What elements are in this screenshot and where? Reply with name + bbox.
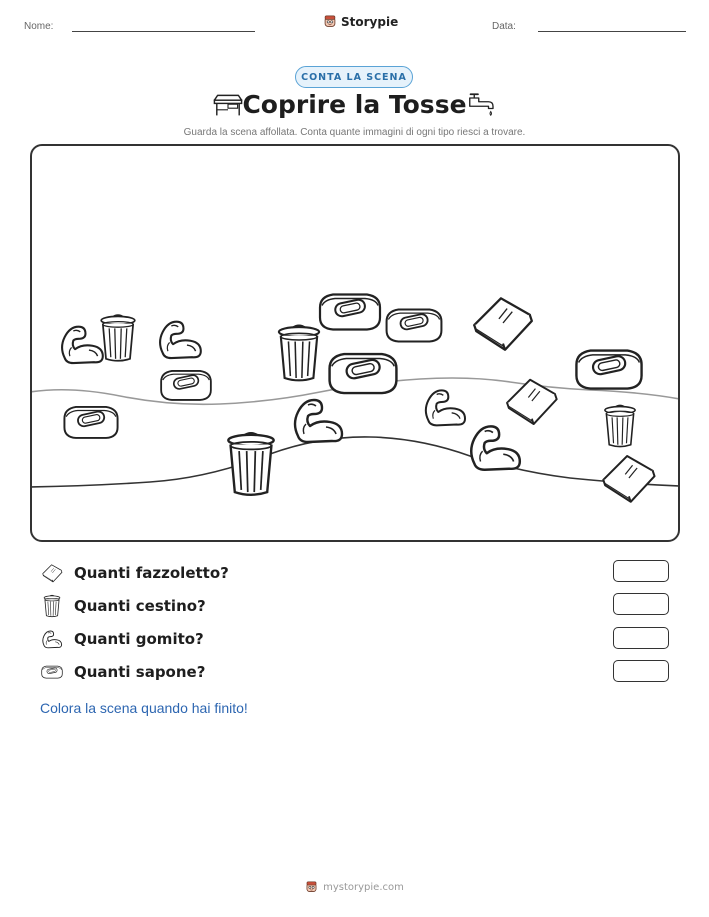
question-soap xyxy=(40,660,205,684)
elbow-item xyxy=(62,327,103,363)
elbow-item xyxy=(471,426,520,469)
soap-item xyxy=(330,354,397,393)
website-link[interactable]: mystorypie.com xyxy=(323,881,404,893)
storypie-logo-icon xyxy=(305,880,318,894)
question-trash-can xyxy=(40,594,206,618)
soap-item xyxy=(161,371,211,400)
page-title: Coprire la Tosse xyxy=(242,90,467,119)
soap-icon xyxy=(40,663,64,681)
elbow-item xyxy=(295,400,342,442)
question-text: Quanti sapone? xyxy=(74,663,206,681)
elbow-icon xyxy=(40,628,64,650)
date-label: Data: xyxy=(492,21,516,32)
question-text: Quanti gomito? xyxy=(74,630,204,648)
elbow-item xyxy=(426,390,465,425)
tissue-icon xyxy=(40,562,64,584)
name-line[interactable] xyxy=(72,31,255,32)
brand-logo xyxy=(323,14,398,29)
soap-item xyxy=(576,351,641,389)
footer-brand xyxy=(0,880,709,894)
activity-badge: CONTA LA SCENA xyxy=(295,66,413,88)
trash-can-item xyxy=(605,405,635,446)
trash-can-icon xyxy=(40,594,64,618)
storypie-logo-icon xyxy=(323,14,337,29)
question-text: Quanti fazzoletto? xyxy=(74,564,229,582)
answer-box-soap[interactable] xyxy=(613,660,669,682)
tissue-item xyxy=(603,456,654,502)
soap-item xyxy=(320,295,380,330)
answer-box-trash-can[interactable] xyxy=(613,593,669,615)
brand-name: Storypie xyxy=(341,14,399,29)
question-tissue xyxy=(40,561,229,585)
date-line[interactable] xyxy=(538,31,686,32)
question-elbow xyxy=(40,627,204,651)
tissue-item xyxy=(474,298,532,349)
soap-item xyxy=(387,309,442,341)
trash-can-item xyxy=(228,433,273,495)
trash-can-item xyxy=(101,315,135,361)
name-label: Nome: xyxy=(24,21,54,32)
trash-can-item xyxy=(279,326,319,381)
elbow-item xyxy=(160,322,201,358)
ground-line-lower xyxy=(30,437,680,487)
soap-item xyxy=(64,407,117,438)
coloring-note: Colora la scena quando hai finito! xyxy=(40,700,248,716)
counting-scene xyxy=(30,144,680,542)
answer-box-elbow[interactable] xyxy=(613,627,669,649)
question-text: Quanti cestino? xyxy=(74,597,206,615)
answer-box-tissue[interactable] xyxy=(613,560,669,582)
instructions: Guarda la scena affollata. Conta quante immagini di ogni tipo riesci a trovare. xyxy=(183,127,526,138)
faucet-icon xyxy=(466,92,496,119)
